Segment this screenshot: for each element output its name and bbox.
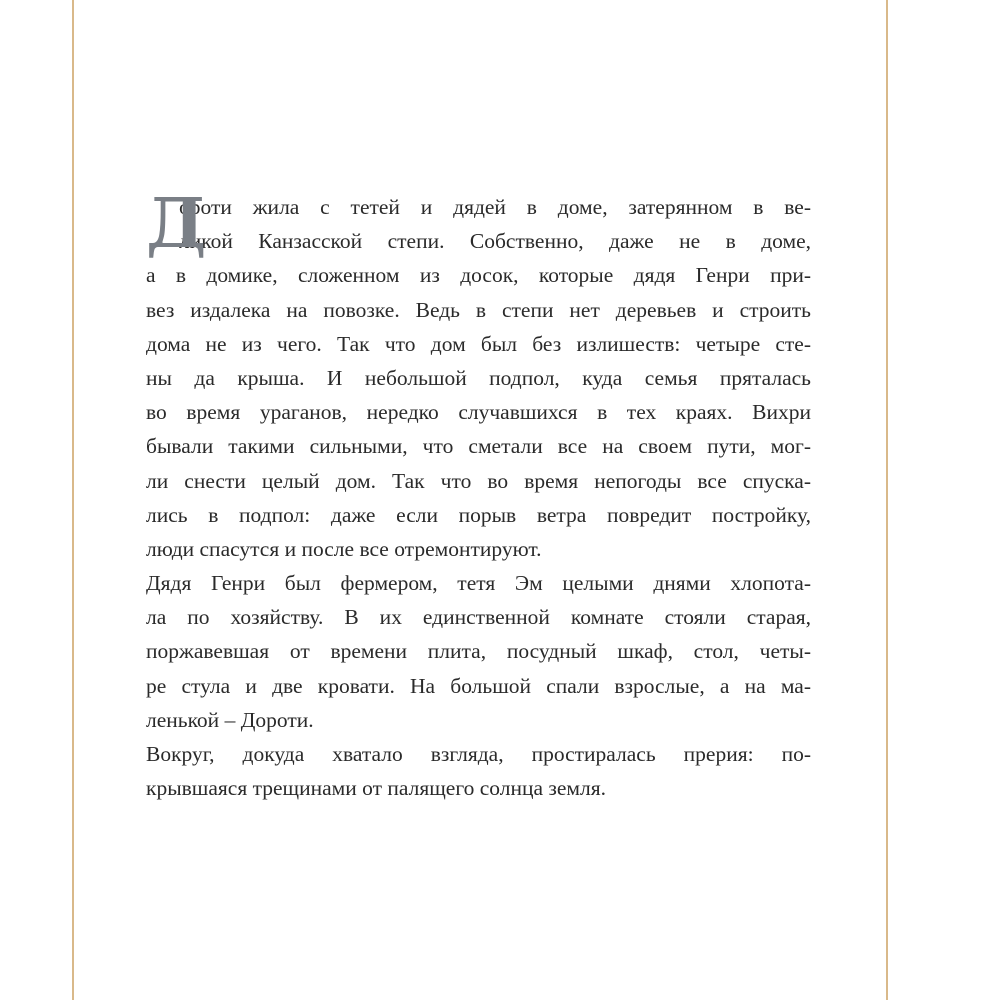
text-line: ликой Канзасской степи. Собственно, даже не в доме, bbox=[179, 229, 811, 254]
right-margin-rule bbox=[886, 0, 888, 1000]
text-line: дома не из чего. Так что дом был без излишеств: четыре сте- bbox=[146, 331, 811, 356]
text-line: ороти жила с тетей и дядей в доме, затерянном в ве- bbox=[179, 195, 811, 219]
text-line: во время ураганов, нередко случавшихся в тех краях. Вихри bbox=[146, 400, 811, 425]
left-margin-rule bbox=[72, 0, 74, 1000]
page-body-text bbox=[146, 184, 811, 805]
text-line: Вокруг, докуда хватало взгляда, простиралась прерия: по- bbox=[146, 742, 811, 766]
text-line: крывшаяся трещинами от палящего солнца земля. bbox=[146, 776, 607, 801]
text-line: ре стула и две кровати. На большой спали взрослые, а на ма- bbox=[146, 673, 811, 698]
text-line: вез издалека на повозке. Ведь в степи нет деревьев и строить bbox=[146, 297, 811, 322]
drop-cap: Д bbox=[146, 184, 207, 264]
text-line: ленькой – Дороти. bbox=[146, 707, 314, 732]
text-line: Дядя Генри был фермером, тетя Эм целыми днями хлопота- bbox=[146, 571, 811, 596]
text-line: люди спасутся и после все отремонтируют. bbox=[146, 536, 542, 561]
text-line: поржавевшая от времени плита, посудный шкаф, стол, четы- bbox=[146, 639, 811, 664]
text-line: ны да крыша. И небольшой подпол, куда семья пряталась bbox=[146, 365, 811, 390]
text-line: ли снести целый дом. Так что во время непогоды все спуска- bbox=[146, 468, 811, 493]
text-line: лись в подпол: даже если порыв ветра повредит постройку, bbox=[146, 502, 811, 527]
text-line: ла по хозяйству. В их единственной комнате стояли старая, bbox=[146, 605, 811, 630]
text-line: бывали такими сильными, что сметали все на своем пути, мог- bbox=[146, 434, 811, 459]
text-line: а в домике, сложенном из досок, которые дядя Генри при- bbox=[146, 263, 811, 288]
